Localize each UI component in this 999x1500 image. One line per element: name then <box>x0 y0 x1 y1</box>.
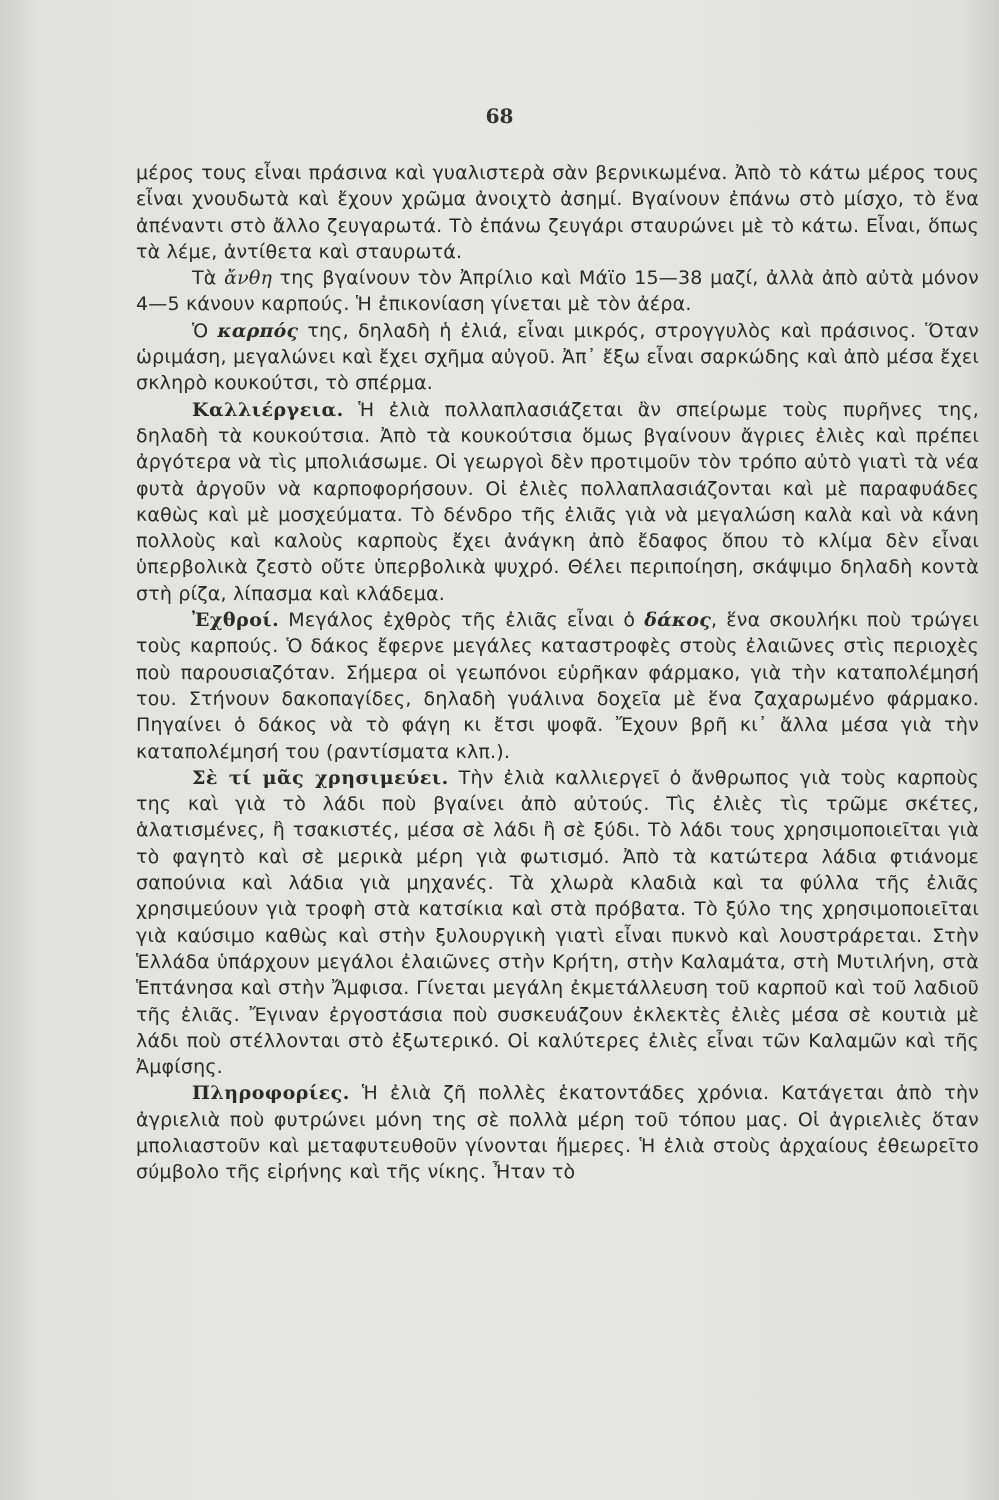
section-heading-cultivation: Καλλιέργεια. <box>192 398 344 421</box>
term-dakos: δάκος <box>644 609 711 632</box>
paragraph-text: της, δηλαδὴ ἡ ἐλιά, εἶναι μικρός, στρογγυλὸς καὶ πράσινος. Ὅταν ὡριμάση, μεγαλώνει καὶ ἔχει σχῆμα αὐγοῦ. Ἀπ᾽ ἔξω εἶναι σαρκώδης καὶ ἀπὸ μέσα ἔχει σκληρὸ κουκούτσι, τὸ σπέρμα. <box>136 319 979 395</box>
paragraph-enemies <box>136 607 979 765</box>
paragraph-text: , ἕνα σκουλήκι ποὺ τρώγει τοὺς καρπούς. Ὁ δάκος ἔφερνε μεγάλες καταστροφὲς στοὺς ἐλαιῶνες στὶς περιοχὲς ποὺ παρουσιαζόταν. Σήμερα οἱ γεωπόνοι εὑρῆκαν φάρμακο, γιὰ τὴν καταπολέμησή του. Στήνουν δακοπαγίδες, δηλαδὴ γυάλινα δοχεῖα μὲ ἕνα ζαχαρωμένο φάρμακο. Πηγαίνει ὁ δάκος νὰ τὸ φάγη κι ἔτσι ψοφᾶ. Ἔχουν βρῆ κι᾽ ἄλλα μέσα γιὰ τὴν καταπολέμησή του (ραντίσματα κλπ.). <box>136 609 979 763</box>
paragraph-text: Ἡ ἐλιὰ πολλαπλασιάζεται ἂν σπείρωμε τοὺς πυρῆνες της, δηλαδὴ τὰ κουκούτσια. Ἀπὸ τὰ κουκούτσια ὅμως βγαίνουν ἄγριες ἐλιὲς καὶ πρέπει ἀργότερα νὰ τὶς μπολιάσωμε. Οἱ γεωργοὶ δὲν προτιμοῦν τὸν τρόπο αὐτὸ γιατὶ τὰ νέα φυτὰ ἀργοῦν νὰ καρποφορήσουν. Οἱ ἐλιὲς πολλαπλασιάζονται καὶ μὲ παραφυάδες καθὼς καὶ μὲ μοσχεύματα. Τὸ δένδρο τῆς ἐλιᾶς γιὰ νὰ μεγαλώση καλὰ καὶ νὰ κάνη πολλοὺς καὶ καλοὺς καρποὺς ἔχει ἀνάγκη ἀπὸ ἔδαφος ὅπου τὸ κλίμα δὲν εἶναι ὑπερβολικὰ ζεστὸ οὔτε ὑπερβολικὰ ψυχρό. Θέλει περιποίηση, σκάψιμο δηλαδὴ κοντὰ στὴ ρίζα, λίπασμα καὶ κλάδεμα. <box>136 398 979 605</box>
paragraph-lead: Ὁ <box>192 319 218 342</box>
section-heading-enemies: Ἐχθροί. <box>192 609 280 632</box>
section-heading-uses: Σὲ τί μᾶς χρησιμεύει. <box>192 766 449 789</box>
body-text <box>136 160 979 1186</box>
paragraph-fruit <box>136 318 979 397</box>
paragraph-text: της βγαίνουν τὸν Ἀπρίλιο καὶ Μάϊο 15—38 μαζί, ἀλλὰ ἀπὸ αὐτὰ μόνον 4—5 κάνουν καρπούς. Ἡ ἐπικονίαση γίνεται μὲ τὸν ἀέρα. <box>136 267 979 316</box>
paragraph-leaves <box>136 160 979 265</box>
section-heading-information: Πληροφορίες. <box>192 1082 350 1105</box>
paragraph-information <box>136 1080 979 1185</box>
paragraph-lead: Τὰ <box>192 267 225 290</box>
term-flowers: ἄνθη <box>224 267 273 290</box>
paragraph-text: Ἡ ἐλιὰ ζῆ πολλὲς ἑκατοντάδες χρόνια. Κατάγεται ἀπὸ τὴν ἀγριελιὰ ποὺ φυτρώνει μόνη της σὲ πολλὰ μέρη τοῦ τόπου μας. Οἱ ἀγριελιὲς ὅταν μπολιαστοῦν καὶ μεταφυτευθοῦν γίνονται ἥμερες. Ἡ ἐλιὰ στοὺς ἀρχαίους ἐθεωρεῖτο σύμβολο τῆς εἰρήνης καὶ τῆς νίκης. Ἦταν τὸ <box>136 1082 979 1184</box>
paragraph-text: μέρος τους εἶναι πράσινα καὶ γυαλιστερὰ σὰν βερνικωμένα. Ἀπὸ τὸ κάτω μέρος τους εἶναι χνουδωτὰ καὶ ἔχουν χρῶμα ἀνοιχτὸ ἀσημί. Βγαίνουν ἐπάνω στὸ μίσχο, τὸ ἕνα ἀπέναντι στὸ ἄλλο ζευγαρωτά. Τὸ ἐπάνω ζευγάρι σταυρώνει μὲ τὸ κάτω. Εἶναι, ὅπως τὰ λέμε, ἀντίθετα καὶ σταυρωτά. <box>136 162 979 263</box>
paragraph-cultivation <box>136 397 979 607</box>
paragraph-text: Τὴν ἐλιὰ καλλιεργεῖ ὁ ἄνθρωπος γιὰ τοὺς καρποὺς της καὶ γιὰ τὸ λάδι ποὺ βγαίνει ἀπὸ αὐτούς. Τὶς ἐλιὲς τὶς τρῶμε σκέτες, ἁλατισμένες, ἢ τσακιστές, μέσα σὲ λάδι ἢ σὲ ξύδι. Τὸ λάδι τους χρησιμοποιεῖται γιὰ τὸ φαγητὸ καὶ σὲ μερικὰ μέρη γιὰ φωτισμό. Ἀπὸ τὰ κατώτερα λάδια φτιάνομε σαπούνια καὶ λάδια γιὰ μηχανές. Τὰ χλωρὰ κλαδιὰ καὶ τα φύλλα τῆς ἐλιᾶς χρησιμεύουν γιὰ τροφὴ στὰ κατσίκια καὶ στὰ πρόβατα. Τὸ ξύλο της χρησιμοποιεῖται γιὰ καύσιμο καθὼς καὶ στὴν ξυλουργικὴ γιατὶ εἶναι πυκνὸ καὶ λουστράρεται. Στὴν Ἑλλάδα ὑπάρχουν μεγάλοι ἐλαιῶνες στὴν Κρήτη, στὴν Καλαμάτα, στὴ Μυτιλήνη, στὰ Ἑπτάνησα καὶ στὴν Ἄμφισα. Γίνεται μεγάλη ἐκμετάλλευση τοῦ καρποῦ καὶ τοῦ λαδιοῦ τῆς ἐλιᾶς. Ἔγιναν ἐργοστάσια ποὺ συσκευάζουν ἐκλεκτὲς ἐλιὲς μέσα σὲ κουτιὰ μὲ λάδι ποὺ στέλλονται στὸ ἐξωτερικό. Οἱ καλύτερες ἐλιὲς εἶναι τῶν Καλαμῶν καὶ τῆς Ἀμφίσης. <box>136 766 979 1079</box>
page-number: 68 <box>485 104 514 128</box>
paragraph-lead: Μεγάλος ἐχθρὸς τῆς ἐλιᾶς εἶναι ὁ <box>279 609 645 632</box>
term-fruit: καρπός <box>217 319 299 342</box>
paragraph-flowers <box>136 265 979 318</box>
paragraph-uses <box>136 765 979 1081</box>
